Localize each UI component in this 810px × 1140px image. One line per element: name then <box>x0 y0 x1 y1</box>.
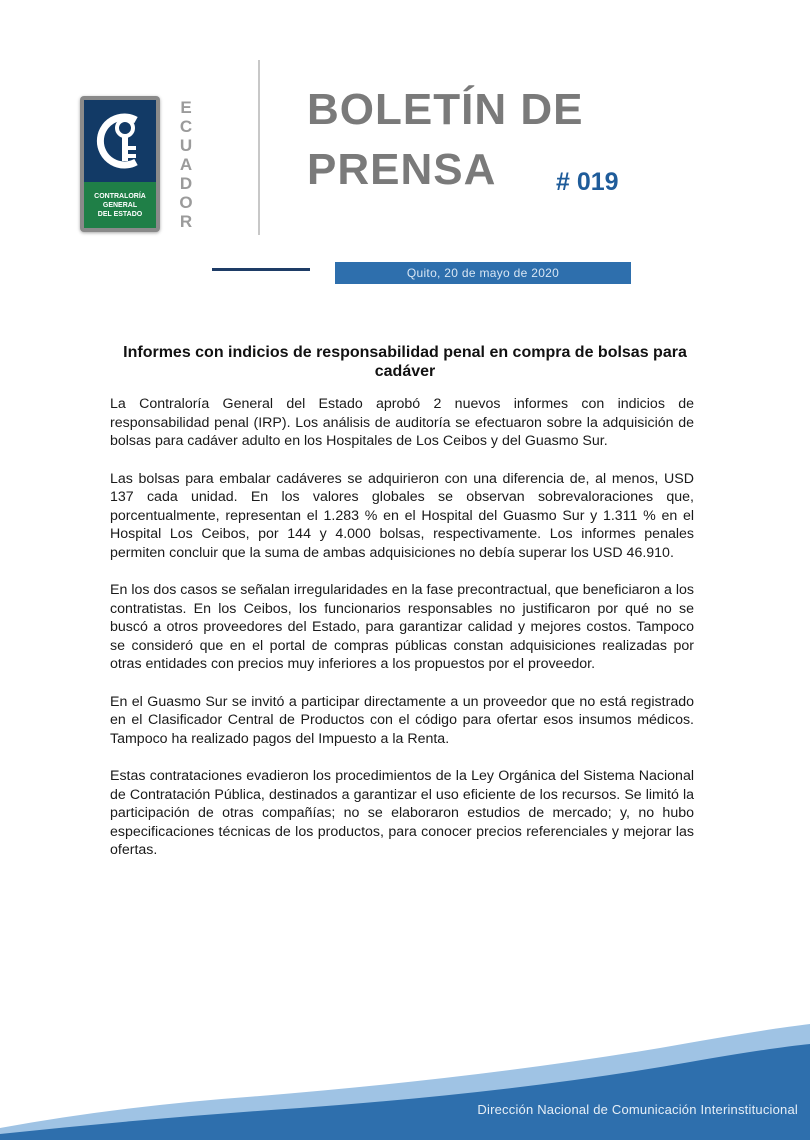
title-line-2: PRENSA <box>307 145 497 194</box>
country-letter: O <box>179 193 193 212</box>
logo-org-name <box>84 182 156 228</box>
title-line-1: BOLETÍN DE <box>307 85 584 134</box>
paragraph: En los dos casos se señalan irregularidades en la fase precontractual, que beneficiaron a los contratistas. En los Ceibos, los funcionarios responsables no justificaron por qué no se buscó a otros proveedores del Estado, para garantizar calidad y mejores costos. Tampoco se consideró que en el portal de compras públicas constan adquisiciones realizadas por otras entidades con precios muy inferiores a los propuestos por el proveedor. <box>110 582 694 672</box>
logo-org-line: GENERAL <box>102 201 138 209</box>
date-banner: Quito, 20 de mayo de 2020 <box>335 262 631 284</box>
country-letter: U <box>179 136 193 155</box>
footer-department: Dirección Nacional de Comunicación Interinstitucional <box>477 1102 798 1117</box>
logo-org-line: DEL ESTADO <box>97 210 143 218</box>
logo-org-line: CONTRALORÍA <box>94 192 146 200</box>
key-emblem-icon <box>84 100 156 182</box>
contraloria-logo <box>80 96 160 232</box>
header-divider <box>258 60 260 235</box>
bulletin-number: # 019 <box>556 168 619 196</box>
country-vertical-label <box>176 98 196 231</box>
page-title <box>307 80 583 200</box>
country-letter: A <box>179 155 193 174</box>
footer-wave <box>0 1010 810 1140</box>
article-body <box>110 395 694 879</box>
headline: Informes con indicios de responsabilidad penal en compra de bolsas para cadáver <box>123 344 687 380</box>
country-letter: R <box>179 212 193 231</box>
paragraph: Estas contrataciones evadieron los procedimientos de la Ley Orgánica del Sistema Nacional de Contratación Pública, destinados a garantizar el uso eficiente de los recursos. Se limitó la participación de otras compañías; no se elaboraron estudios de mercado; y, no hubo especificaciones técnicas de los productos, para conocer precios referenciales y mejorar las ofertas. <box>110 768 694 858</box>
accent-rule <box>212 268 310 271</box>
country-letter: C <box>179 117 193 136</box>
country-letter: D <box>179 174 193 193</box>
paragraph: Las bolsas para embalar cadáveres se adquirieron con una diferencia de, al menos, USD 137 cada unidad. En los valores globales se observan sobrevaloraciones que, porcentualmente, representan el 1.283 % en el Hospital del Guasmo Sur y 1.311 % en el Hospital Los Ceibos, por 144 y 4.000 bolsas, respectivamente. Los informes penales permiten concluir que la suma de ambas adquisiciones no debía superar los USD 46.910. <box>110 470 694 561</box>
paragraph: La Contraloría General del Estado aprobó 2 nuevos informes con indicios de responsabilidad penal (IRP). Los análisis de auditoría se efectuaron sobre la adquisición de bolsas para cadáver adulto en los Hospitales de Los Ceibos y del Guasmo Sur. <box>110 396 694 449</box>
paragraph: En el Guasmo Sur se invitó a participar directamente a un proveedor que no está registrado en el Clasificador Central de Productos con el código para ofertar esos insumos médicos. Tampoco ha realizado pagos del Impuesto a la Renta. <box>110 693 694 747</box>
country-letter: E <box>180 98 192 117</box>
